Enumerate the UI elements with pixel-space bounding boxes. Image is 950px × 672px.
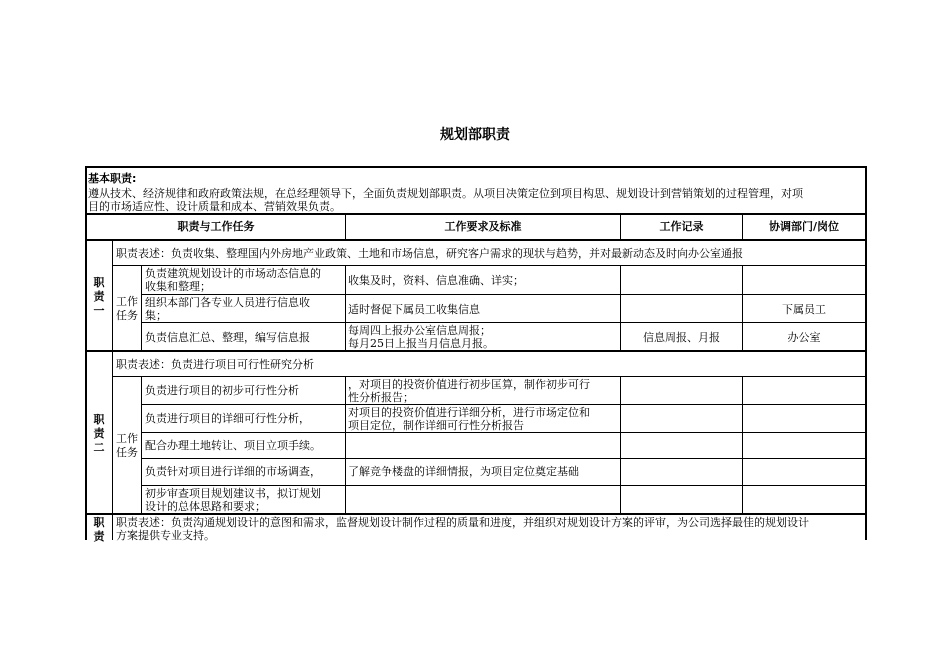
task-text: 负责信息汇总、整理，编写信息报 [145, 331, 310, 344]
task-text: 负责进行项目的详细可行性分析， [145, 412, 310, 425]
requirement-text: 每周四上报办公室信息周报； [348, 324, 491, 337]
basic-duty-label: 基本职责: [88, 172, 137, 185]
task-text: 初步审查项目规划建议书，拟订规划 [145, 487, 321, 500]
section2-label: 职 责 二 [93, 413, 105, 454]
header-requirements: 工作要求及标准 [444, 220, 522, 233]
header-bottom-line [85, 239, 867, 241]
requirement-text-cont: 项目定位，制作详细可行性分析报告 [348, 419, 524, 432]
work-record: 信息周报、月报 [643, 331, 720, 344]
task-text: 负责进行项目的初步可行性分析 [145, 384, 299, 397]
task-text: 组织本部门各专业人员进行信息收 [145, 296, 310, 309]
requirement-text: 收集及时，资料、信息准确、详实； [348, 274, 524, 287]
task-text: 配合办理土地转让、项目立项手续。 [145, 439, 321, 452]
coordination-dept: 办公室 [787, 331, 821, 344]
basic-duty-text-cont: 目的市场适应性、设计质量和成本、营销效果负责。 [88, 200, 341, 213]
requirement-text: 对项目的投资价值进行详细分析，进行市场定位和 [348, 406, 590, 419]
task-text-cont: 集； [145, 309, 167, 322]
basic-duty-text: 遵从技术、经济规律和政府政策法规，在总经理领导下，全面负责规划部职责。从项目决策定位到项目构思、规划设计到营销策划的过程管理，对项 [88, 187, 803, 200]
requirement-text: 适时督促下属员工收集信息 [348, 303, 480, 316]
requirement-text: 了解竞争楼盘的详细情报，为项目定位奠定基础 [348, 465, 579, 478]
task-text: 负责针对项目进行详细的市场调查， [145, 465, 321, 478]
requirement-text: ，对项目的投资价值进行初步匡算，制作初步可行 [348, 378, 590, 391]
section3-label: 职 责 [93, 516, 105, 543]
header-work-record: 工作记录 [659, 220, 704, 233]
table-border-top [85, 166, 867, 168]
task-text-cont: 收集和整理； [145, 280, 211, 293]
section1-label: 职 责 一 [93, 276, 105, 317]
requirement-text-cont: 每月25日上报当月信息月报。 [348, 337, 494, 350]
section1-task-label: 工作 任务 [116, 295, 138, 322]
task-text-cont: 设计的总体思路和要求； [145, 500, 266, 513]
section2-statement: 职责表述：负责进行项目可行性研究分析 [116, 358, 314, 371]
header-duty-task: 职责与工作任务 [177, 220, 255, 233]
page-title: 规划部职责 [440, 127, 510, 143]
header-top-line [85, 213, 867, 215]
section3-statement-cont: 方案提供专业支持。 [116, 529, 215, 542]
task-text: 负责建筑规划设计的市场动态信息的 [145, 267, 321, 280]
section1-statement: 职责表述：负责收集、整理国内外房地产业政策、土地和市场信息，研究客户需求的现状与趋势，并对最新动态及时向办公室通报 [116, 247, 743, 260]
section2-task-label: 工作 任务 [116, 432, 138, 459]
table-border-right [865, 166, 867, 540]
section3-statement: 职责表述：负责沟通规划设计的意图和需求，监督规划设计制作过程的质量和进度，并组织对规划设计方案的评审，为公司选择最佳的规划设计 [116, 516, 809, 529]
header-coordination: 协调部门/岗位 [768, 220, 840, 233]
coordination-dept: 下属员工 [782, 303, 826, 316]
requirement-text-cont: 性分析报告； [348, 391, 414, 404]
